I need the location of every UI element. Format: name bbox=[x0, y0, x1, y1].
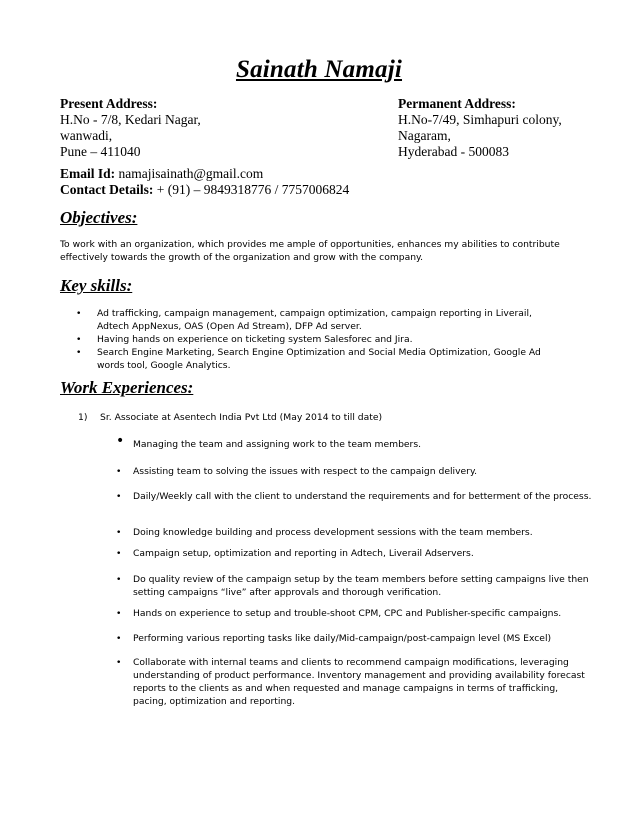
bullet-icon: • bbox=[116, 633, 122, 644]
present-address-line: Pune – 411040 bbox=[60, 144, 141, 159]
email-line bbox=[60, 166, 349, 182]
bullet-icon: • bbox=[116, 657, 122, 668]
permanent-address-line: Hyderabad - 500083 bbox=[398, 144, 509, 159]
duty-text: Campaign setup, optimization and reporting in Adtech, Liverail Adservers. bbox=[133, 548, 474, 559]
bullet-icon: • bbox=[76, 308, 82, 319]
phone-line bbox=[60, 182, 349, 198]
skill-text: Ad trafficking, campaign management, campaign optimization, campaign reporting in Liverail, Adtech AppNexus, OAS (Open Ad Stream), DFP Ad server. bbox=[97, 308, 532, 332]
duty-text: Performing various reporting tasks like daily/Mid-campaign/post-campaign level (MS Excel) bbox=[133, 633, 552, 644]
job-number: 1) bbox=[78, 412, 88, 423]
permanent-address bbox=[398, 96, 562, 160]
duty-item bbox=[116, 526, 593, 539]
bullet-icon: • bbox=[116, 433, 125, 449]
duty-text: Do quality review of the campaign setup by the team members before setting campaigns live then setting campaigns “live” after approvals and thorough verification. bbox=[133, 574, 589, 598]
permanent-address-label: Permanent Address: bbox=[398, 96, 516, 111]
duty-item bbox=[116, 465, 593, 478]
permanent-address-line: Nagaram, bbox=[398, 128, 451, 143]
bullet-icon: • bbox=[116, 574, 122, 585]
bullet-icon: • bbox=[76, 347, 82, 358]
bullet-icon: • bbox=[76, 334, 82, 345]
duty-text: Collaborate with internal teams and clients to recommend campaign modifications, leveraging understanding of product performance. Inventory management and providing availability forecast reports to the clients as and when requested and manage campaigns in terms of trafficking, pacing, optimization and reporting. bbox=[133, 657, 585, 707]
duty-item bbox=[116, 547, 593, 560]
job-title-line bbox=[78, 411, 382, 424]
duty-text: Daily/Weekly call with the client to understand the requirements and for betterment of the process. bbox=[133, 491, 592, 502]
duty-item bbox=[116, 607, 593, 620]
duty-text: Assisting team to solving the issues with respect to the campaign delivery. bbox=[133, 466, 478, 477]
present-address-label: Present Address: bbox=[60, 96, 158, 111]
skill-text: Having hands on experience on ticketing system Salesforec and Jira. bbox=[97, 334, 413, 345]
phone-value: + (91) – 9849318776 / 7757006824 bbox=[153, 182, 350, 197]
duty-text: Managing the team and assigning work to the team members. bbox=[133, 439, 422, 450]
bullet-icon: • bbox=[116, 548, 122, 559]
duty-item bbox=[116, 490, 593, 503]
skills-heading: Key skills: bbox=[60, 276, 133, 295]
skills-list bbox=[60, 307, 560, 372]
bullet-icon: • bbox=[116, 491, 122, 502]
contact-block bbox=[60, 166, 349, 198]
bullet-icon: • bbox=[116, 527, 122, 538]
objectives-text: To work with an organization, which provides me ample of opportunities, enhances my abilities to contribute effectively towards the growth of the organization and grow with the company. bbox=[60, 239, 560, 263]
skill-item bbox=[60, 333, 560, 346]
permanent-address-line: H.No-7/49, Simhapuri colony, bbox=[398, 112, 562, 127]
phone-label: Contact Details: bbox=[60, 182, 154, 197]
duty-item bbox=[116, 433, 593, 451]
present-address-line: wanwadi, bbox=[60, 128, 113, 143]
email-value: namajisainath@gmail.com bbox=[115, 166, 264, 181]
bullet-icon: • bbox=[116, 466, 122, 477]
duty-item bbox=[116, 656, 593, 708]
work-heading: Work Experiences: bbox=[60, 378, 194, 397]
skill-text: Search Engine Marketing, Search Engine Optimization and Social Media Optimization, Google Ad words tool, Google Analytics. bbox=[97, 347, 541, 371]
duty-text: Hands on experience to setup and trouble-shoot CPM, CPC and Publisher-specific campaigns. bbox=[133, 608, 562, 619]
duty-item bbox=[116, 573, 593, 599]
bullet-icon: • bbox=[116, 608, 122, 619]
email-label: Email Id: bbox=[60, 166, 116, 181]
duty-item bbox=[116, 632, 593, 645]
job-title: Sr. Associate at Asentech India Pvt Ltd (May 2014 to till date) bbox=[100, 412, 383, 423]
skill-item bbox=[60, 307, 560, 333]
candidate-name: Sainath Namaji bbox=[235, 56, 403, 83]
present-address bbox=[60, 96, 201, 160]
skill-item bbox=[60, 346, 560, 372]
duty-text: Doing knowledge building and process development sessions with the team members. bbox=[133, 527, 533, 538]
objectives-heading: Objectives: bbox=[60, 208, 138, 227]
present-address-line: H.No - 7/8, Kedari Nagar, bbox=[60, 112, 201, 127]
